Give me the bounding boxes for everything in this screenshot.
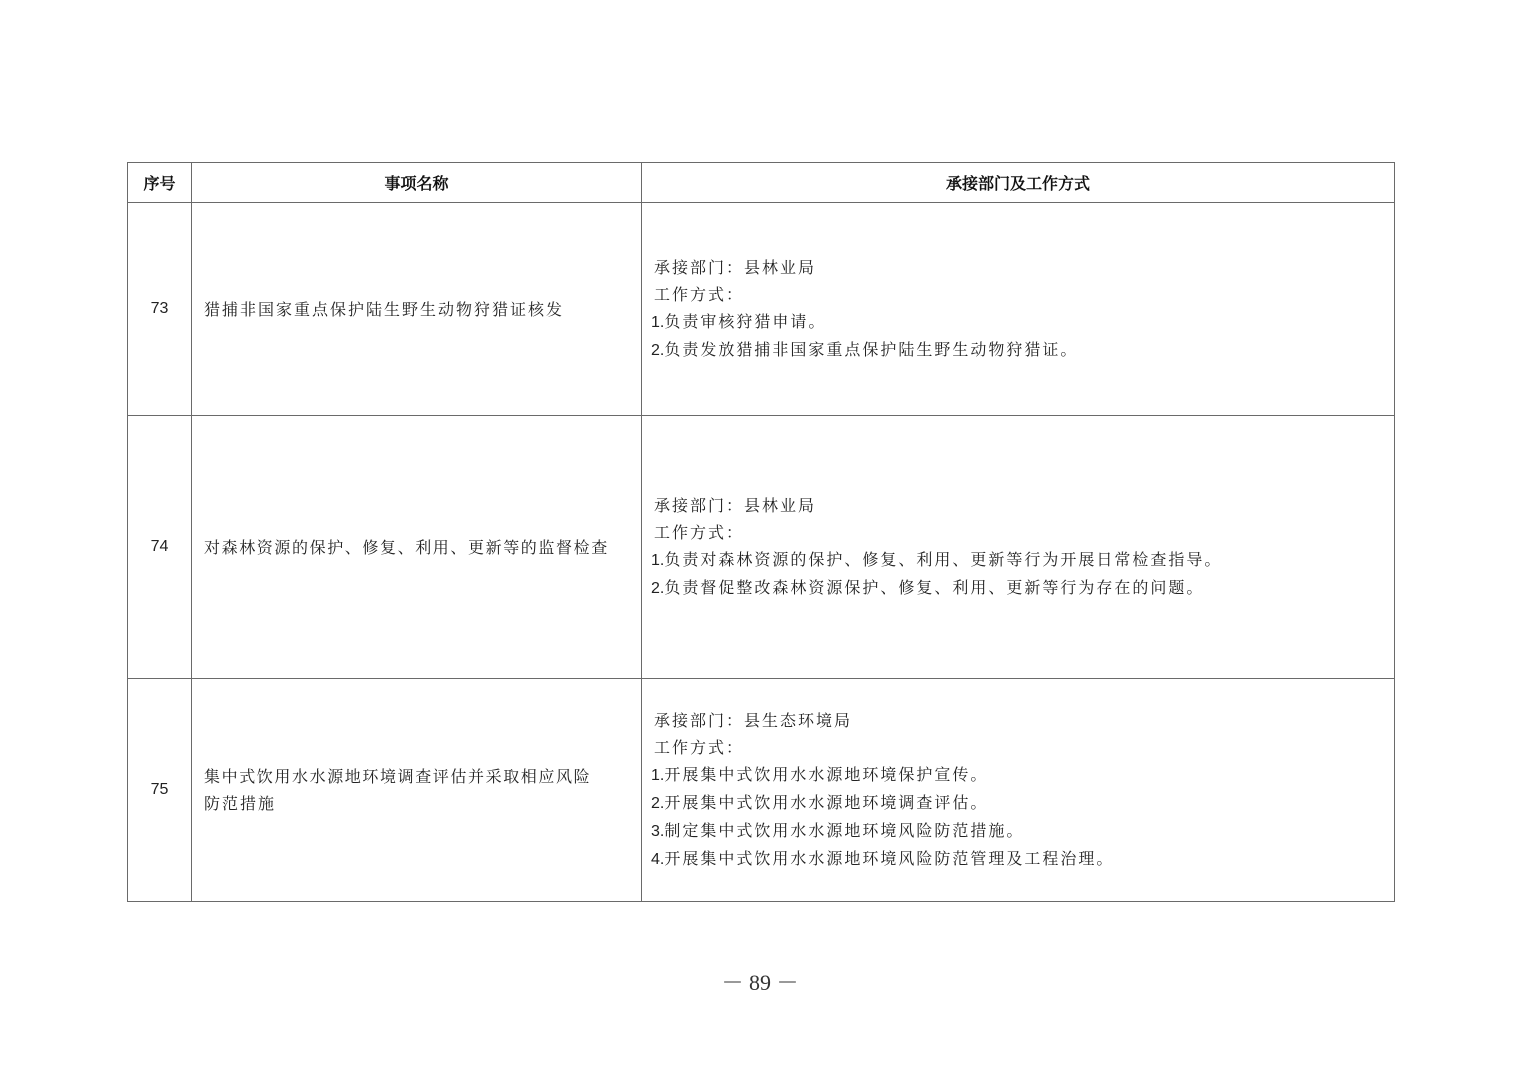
matter-name-line: 防范措施 (204, 794, 277, 813)
serial-number: 75 (128, 679, 192, 902)
item-text: 负责发放猎捕非国家重点保护陆生野生动物狩猎证。 (664, 340, 1079, 359)
item-number: 2. (651, 580, 665, 597)
matter-name-line: 集中式饮用水水源地环境调查评估并采取相应风险 (204, 767, 592, 786)
item-text: 负责督促整改森林资源保护、修复、利用、更新等行为存在的问题。 (664, 578, 1205, 597)
table-row (128, 679, 1395, 902)
item-text: 制定集中式饮用水水源地环境风险防范措施。 (664, 821, 1025, 840)
item-number: 2. (651, 342, 665, 359)
item-number: 1. (651, 767, 665, 784)
table-header-row (128, 163, 1395, 203)
item-text: 负责审核狩猎申请。 (664, 312, 827, 331)
item-text: 开展集中式饮用水水源地环境调查评估。 (664, 793, 989, 812)
item-text: 开展集中式饮用水水源地环境保护宣传。 (664, 765, 989, 784)
item-number: 2. (651, 795, 665, 812)
header-serial-number: 序号 (128, 163, 192, 203)
list-item (651, 789, 1386, 817)
list-item (651, 845, 1386, 873)
item-number: 3. (651, 823, 665, 840)
item-number: 1. (651, 314, 665, 331)
department-line: 承接部门：县生态环境局 (654, 711, 853, 730)
matters-table (127, 162, 1395, 902)
header-department-method: 承接部门及工作方式 (642, 163, 1395, 203)
item-number: 1. (651, 552, 665, 569)
item-number: 4. (651, 851, 665, 868)
department-line: 承接部门：县林业局 (654, 496, 817, 515)
list-item (651, 761, 1386, 789)
department-method (642, 679, 1395, 902)
department-method (642, 416, 1395, 679)
list-item (651, 574, 1386, 602)
department-method (642, 203, 1395, 416)
item-text: 开展集中式饮用水水源地环境风险防范管理及工程治理。 (664, 849, 1115, 868)
list-item (651, 336, 1386, 364)
list-item (651, 546, 1386, 574)
table-row (128, 416, 1395, 679)
list-item (651, 308, 1386, 336)
table-row (128, 203, 1395, 416)
page-number: － 89 － (721, 970, 799, 995)
matter-name (192, 679, 642, 902)
method-label: 工作方式： (654, 523, 745, 542)
department-line: 承接部门：县林业局 (654, 258, 817, 277)
header-matter-name: 事项名称 (192, 163, 642, 203)
item-text: 负责对森林资源的保护、修复、利用、更新等行为开展日常检查指导。 (664, 550, 1223, 569)
serial-number: 74 (128, 416, 192, 679)
method-label: 工作方式： (654, 738, 745, 757)
serial-number: 73 (128, 203, 192, 416)
matter-name: 猎捕非国家重点保护陆生野生动物狩猎证核发 (192, 203, 642, 416)
list-item (651, 817, 1386, 845)
matter-name: 对森林资源的保护、修复、利用、更新等的监督检查 (192, 416, 642, 679)
method-label: 工作方式： (654, 285, 745, 304)
